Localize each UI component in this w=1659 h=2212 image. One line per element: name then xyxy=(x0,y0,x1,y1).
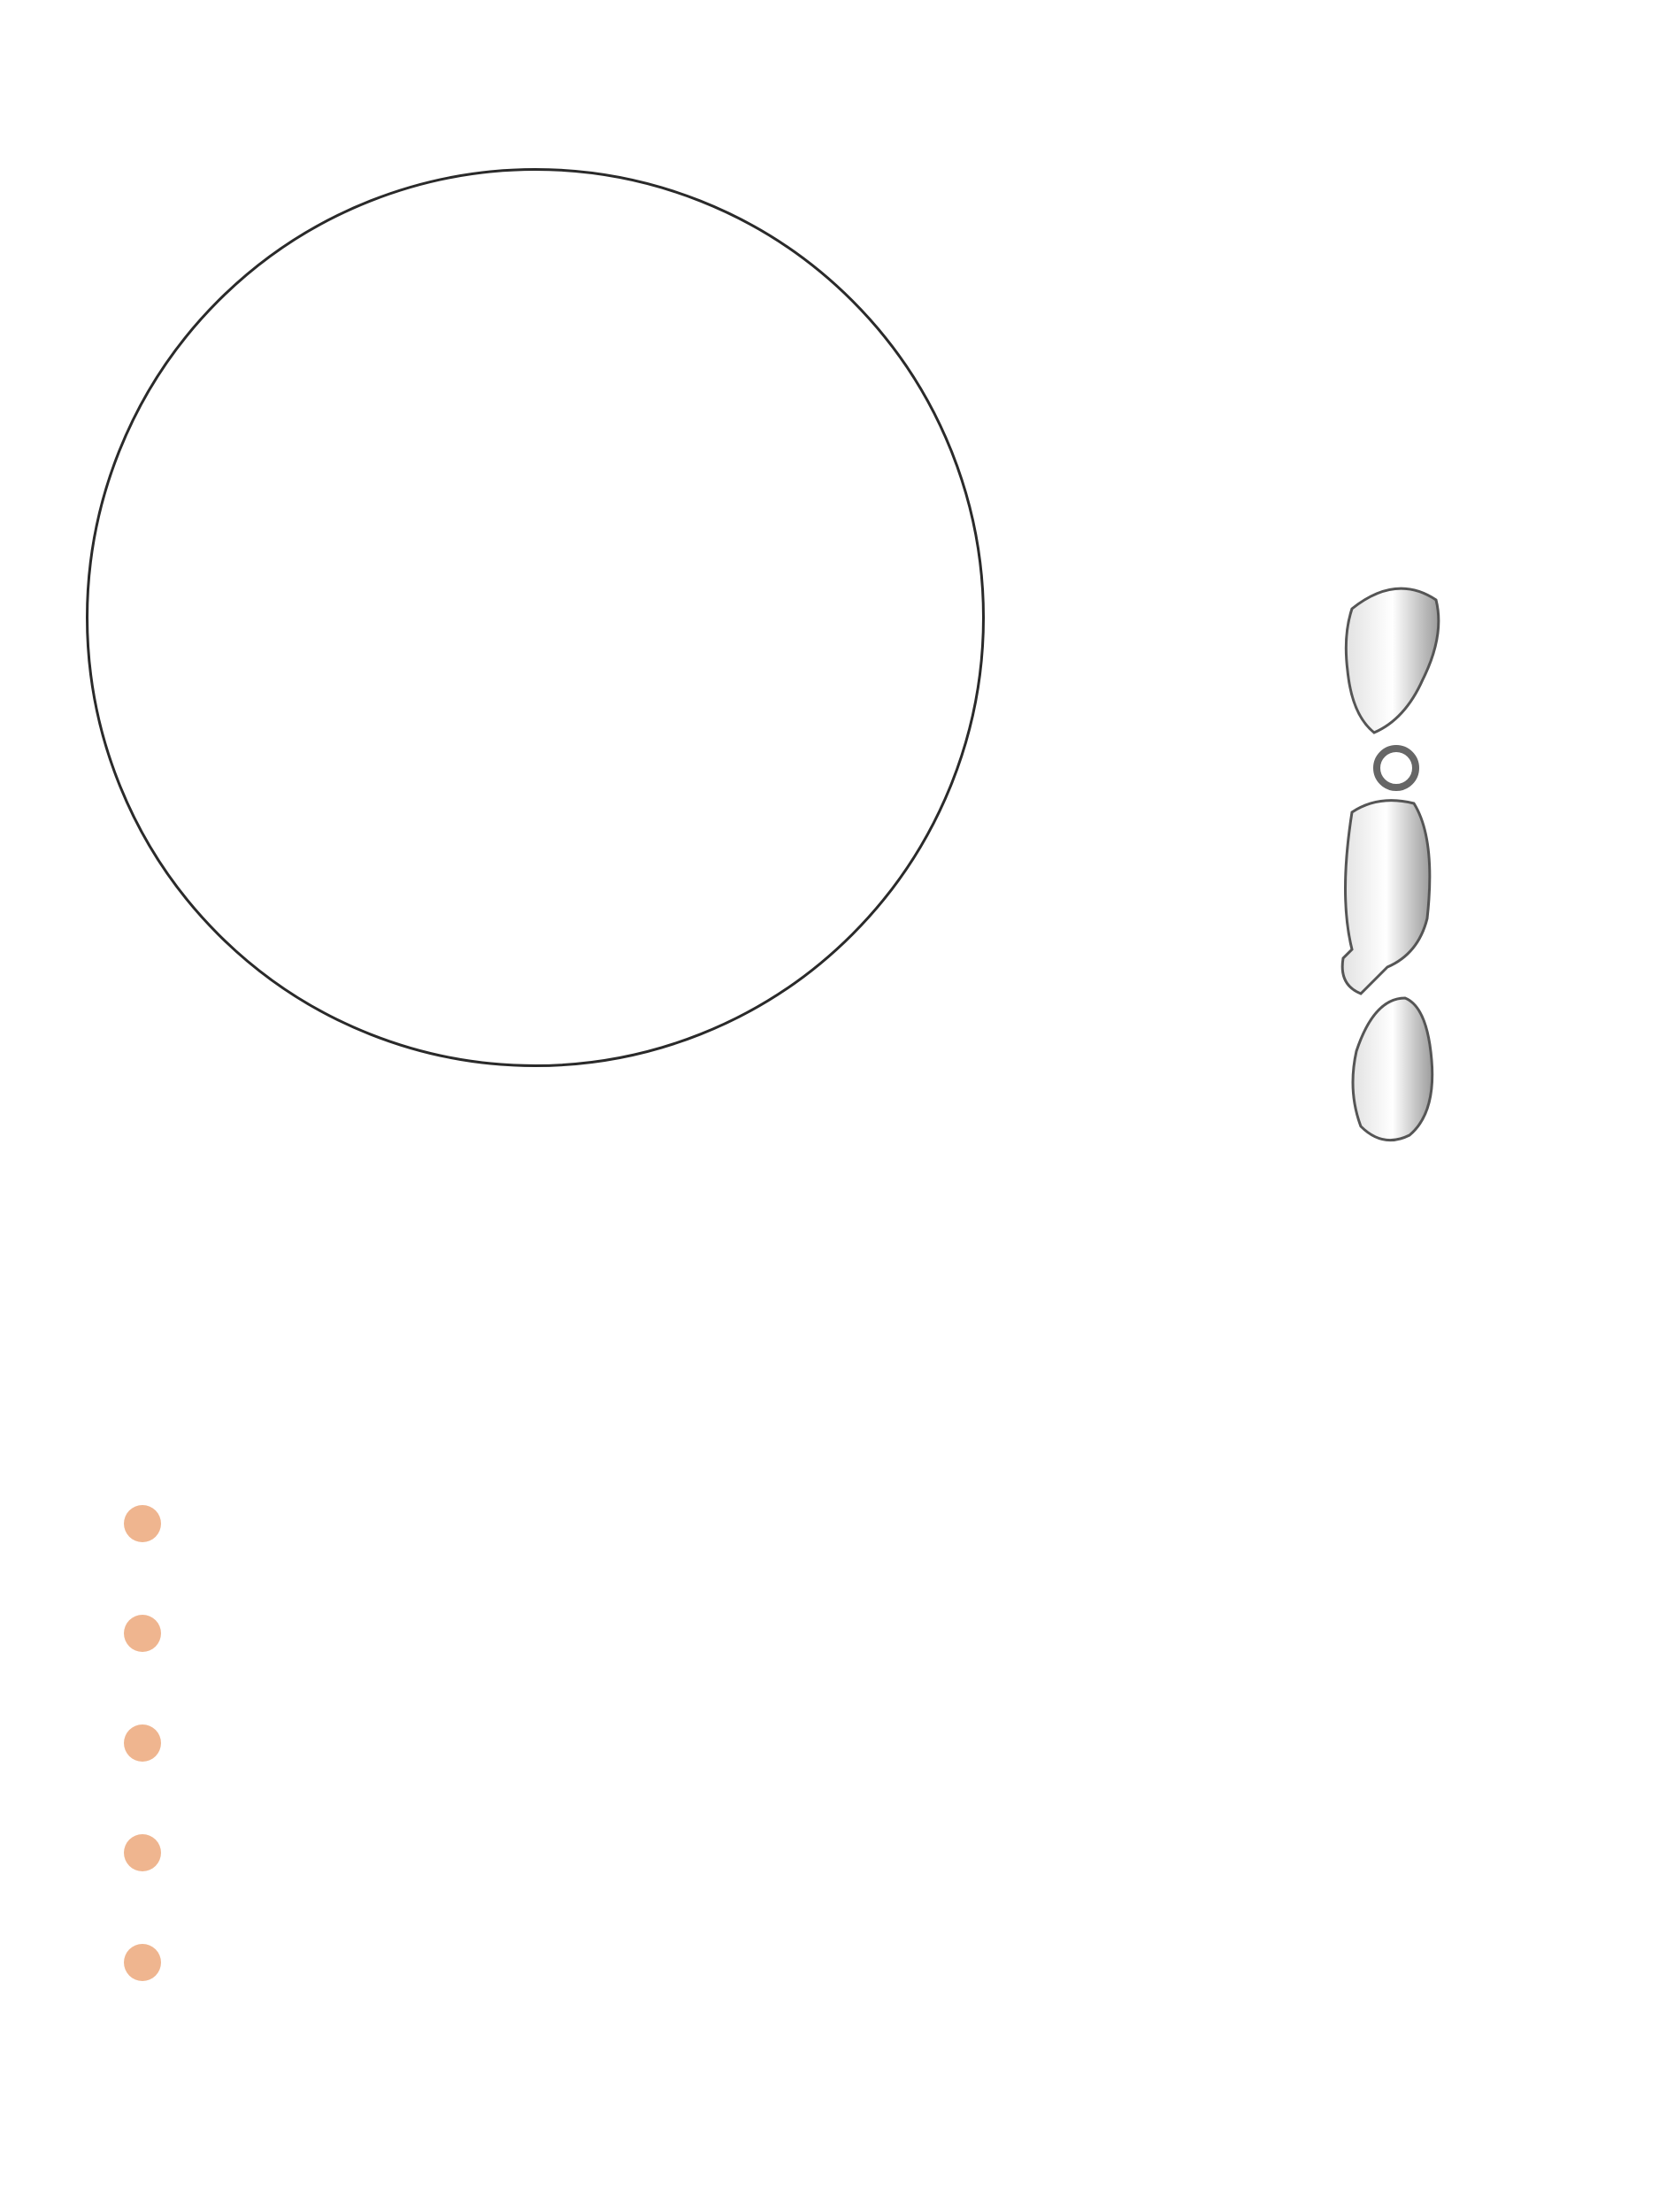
spec-item-section xyxy=(124,1469,1009,1578)
measurement-ruler xyxy=(1131,60,1538,2104)
spec-list xyxy=(124,1469,1009,2017)
chain-closeup-circle xyxy=(86,168,985,1067)
bullet-icon xyxy=(124,1724,161,1762)
bullet-icon xyxy=(124,1615,161,1652)
spec-item-width xyxy=(124,1688,1009,1798)
chain-closeup-image xyxy=(88,171,982,1064)
bullet-icon xyxy=(124,1834,161,1871)
spec-item-weight xyxy=(124,1798,1009,1908)
spec-item-length xyxy=(124,1578,1009,1688)
bullet-icon xyxy=(124,1505,161,1542)
spec-item-coating xyxy=(124,1908,1009,2017)
ruler-grid xyxy=(1131,60,1538,2104)
bullet-icon xyxy=(124,1944,161,1981)
clasp-icon xyxy=(1342,588,1439,1140)
